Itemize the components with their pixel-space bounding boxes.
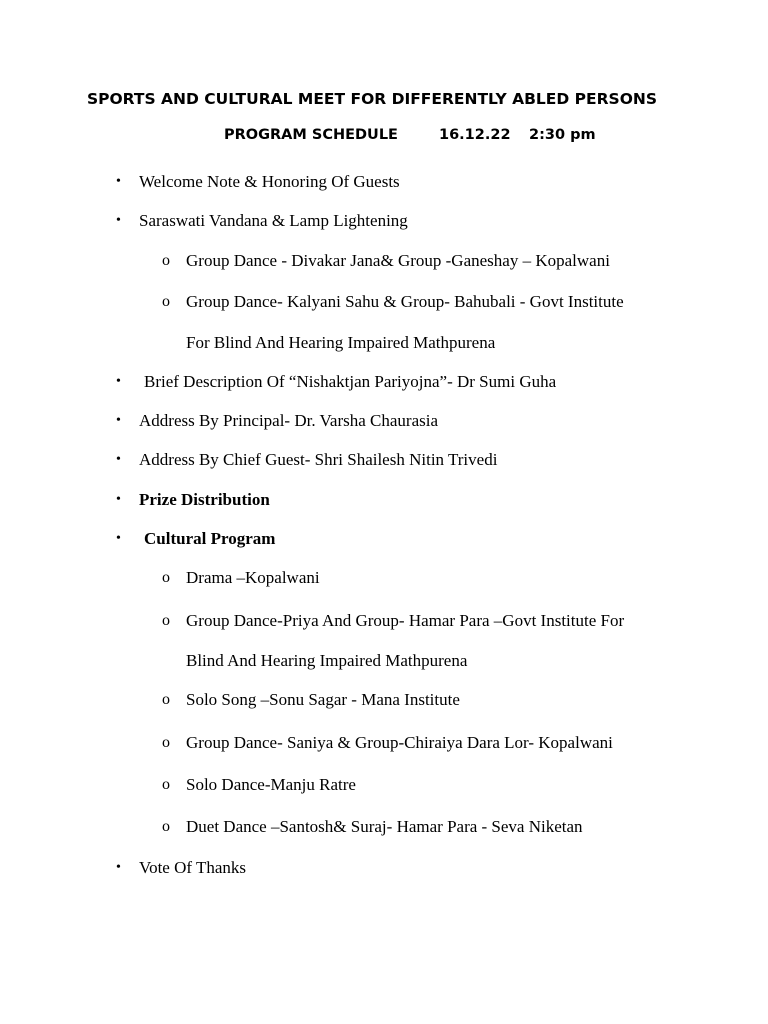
schedule-time: 2:30 pm <box>529 127 596 143</box>
sub-bullet-marker: o <box>162 734 170 751</box>
sub-item-group-dance-saniya: Group Dance- Saniya & Group-Chiraiya Dara Lor- Kopalwani <box>186 733 613 752</box>
list-item-address-chief-guest: Address By Chief Guest- Shri Shailesh Nitin Trivedi <box>139 450 498 469</box>
bullet-marker: • <box>116 531 121 546</box>
sub-bullet-marker: o <box>162 569 170 586</box>
schedule-date: 16.12.22 <box>439 127 511 143</box>
bullet-marker: • <box>116 860 121 875</box>
sub-item-drama: Drama –Kopalwani <box>186 568 320 587</box>
sub-item-duet-dance: Duet Dance –Santosh& Suraj- Hamar Para - Seva Niketan <box>186 817 583 836</box>
sub-bullet-marker: o <box>162 691 170 708</box>
document-title: SPORTS AND CULTURAL MEET FOR DIFFERENTLY ABLED PERSONS <box>86 90 658 108</box>
sub-bullet-marker: o <box>162 252 170 269</box>
bullet-marker: • <box>116 374 121 389</box>
sub-item-group-dance-priya-cont: Blind And Hearing Impaired Mathpurena <box>186 651 468 670</box>
sub-item-group-dance-kalyani-cont: For Blind And Hearing Impaired Mathpurena <box>186 333 496 352</box>
sub-item-group-dance-priya: Group Dance-Priya And Group- Hamar Para –Govt Institute For <box>186 611 625 630</box>
bullet-marker: • <box>116 413 121 428</box>
list-item-prize-distribution: Prize Distribution <box>139 490 270 509</box>
bullet-marker: • <box>116 213 121 228</box>
sub-item-solo-dance: Solo Dance-Manju Ratre <box>186 775 356 794</box>
bullet-marker: • <box>116 492 121 507</box>
list-item-brief-description: Brief Description Of “Nishaktjan Pariyojna”- Dr Sumi Guha <box>144 372 557 391</box>
list-item-vandana: Saraswati Vandana & Lamp Lightening <box>139 211 408 230</box>
sub-item-group-dance-divakar: Group Dance - Divakar Jana& Group -Ganeshay – Kopalwani <box>186 251 610 270</box>
list-item-vote-of-thanks: Vote Of Thanks <box>139 858 247 877</box>
schedule-label: PROGRAM SCHEDULE <box>224 127 398 143</box>
sub-bullet-marker: o <box>162 293 170 310</box>
sub-bullet-marker: o <box>162 612 170 629</box>
list-item-cultural-program: Cultural Program <box>144 529 276 548</box>
list-item-welcome: Welcome Note & Honoring Of Guests <box>139 172 400 191</box>
list-item-address-principal: Address By Principal- Dr. Varsha Chaurasia <box>139 411 439 430</box>
bullet-marker: • <box>116 452 121 467</box>
sub-bullet-marker: o <box>162 776 170 793</box>
bullet-marker: • <box>116 174 121 189</box>
sub-item-group-dance-kalyani: Group Dance- Kalyani Sahu & Group- Bahubali - Govt Institute <box>186 292 624 311</box>
sub-bullet-marker: o <box>162 818 170 835</box>
sub-item-solo-song: Solo Song –Sonu Sagar - Mana Institute <box>186 690 460 709</box>
